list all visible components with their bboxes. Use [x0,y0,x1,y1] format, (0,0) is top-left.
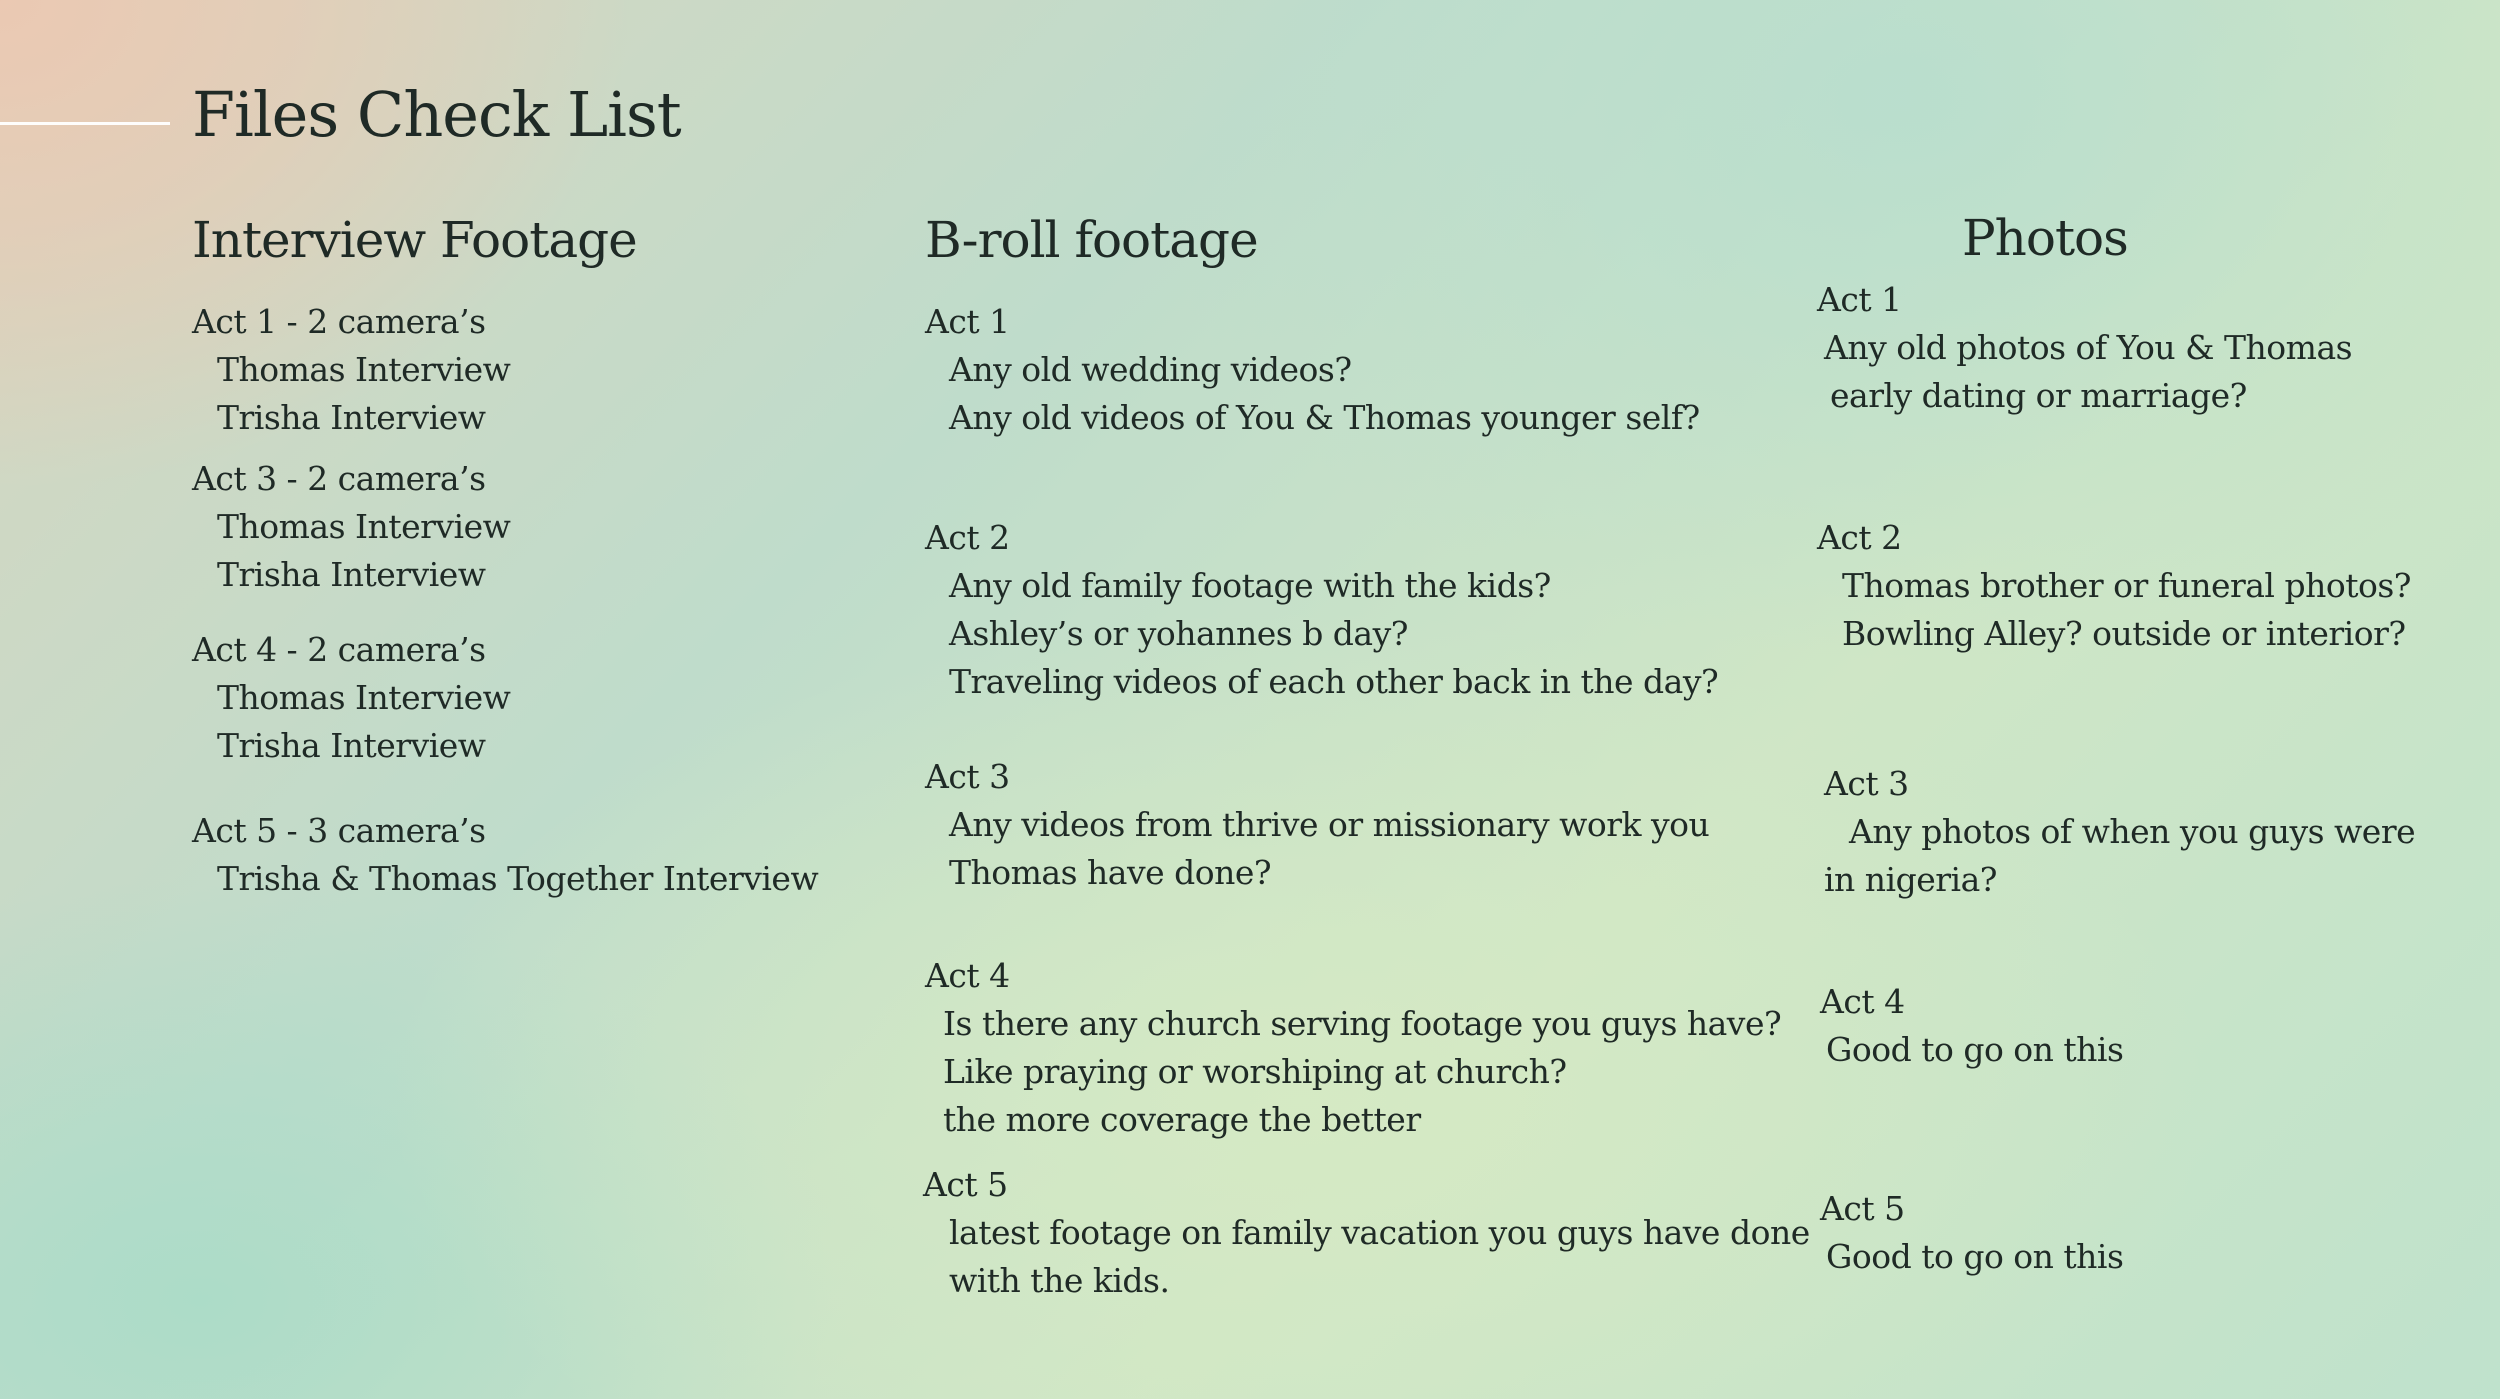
photos-act2-label: Act 2 [1817,518,1902,557]
interview-act4-item: Thomas Interview [217,678,511,717]
broll-act5-item: latest footage on family vacation you guys have done [949,1213,1810,1252]
broll-act3-item: Thomas have done? [949,853,1272,892]
broll-act5-label: Act 5 [923,1165,1008,1204]
photos-act5-label: Act 5 [1820,1189,1905,1228]
interview-act4-label: Act 4 - 2 camera’s [192,630,486,669]
broll-act2-label: Act 2 [925,518,1010,557]
interview-act1-item: Trisha Interview [217,398,486,437]
interview-act1-item: Thomas Interview [217,350,511,389]
broll-act4-item: the more coverage the better [943,1100,1421,1139]
photos-act3-label: Act 3 [1824,764,1909,803]
photos-act5-item: Good to go on this [1826,1237,2124,1276]
broll-act3-item: Any videos from thrive or missionary work you [949,805,1710,844]
broll-act5-item: with the kids. [949,1261,1170,1300]
interview-act3-item: Trisha Interview [217,555,486,594]
photos-act2-item: Thomas brother or funeral photos? [1842,566,2411,605]
photos-act4-label: Act 4 [1820,982,1905,1021]
broll-act4-item: Like praying or worshiping at church? [943,1052,1567,1091]
photos-act3-item: in nigeria? [1824,860,1997,899]
interview-act1-label: Act 1 - 2 camera’s [192,302,486,341]
broll-act2-item: Any old family footage with the kids? [949,566,1551,605]
broll-act3-label: Act 3 [925,757,1010,796]
interview-act5-item: Trisha & Thomas Together Interview [217,859,819,898]
photos-act4-item: Good to go on this [1826,1030,2124,1069]
broll-act2-item: Traveling videos of each other back in the day? [949,662,1719,701]
broll-act2-item: Ashley’s or yohannes b day? [949,614,1408,653]
title-rule-divider [0,122,170,125]
interview-footage-heading: Interview Footage [192,211,637,269]
interview-act5-label: Act 5 - 3 camera’s [192,811,486,850]
interview-act4-item: Trisha Interview [217,726,486,765]
interview-act3-item: Thomas Interview [217,507,511,546]
broll-act4-label: Act 4 [925,956,1010,995]
interview-act3-label: Act 3 - 2 camera’s [192,459,486,498]
photos-act1-item: early dating or marriage? [1830,376,2247,415]
broll-act4-item: Is there any church serving footage you guys have? [943,1004,1782,1043]
broll-act1-item: Any old wedding videos? [949,350,1352,389]
broll-footage-heading: B-roll footage [925,211,1258,269]
photos-heading: Photos [1962,209,2128,267]
photos-act2-item: Bowling Alley? outside or interior? [1842,614,2406,653]
broll-act1-label: Act 1 [925,302,1010,341]
broll-act1-item: Any old videos of You & Thomas younger self? [949,398,1700,437]
photos-act1-item: Any old photos of You & Thomas [1824,328,2353,367]
photos-act1-label: Act 1 [1817,280,1902,319]
photos-act3-item: Any photos of when you guys were [1849,812,2416,851]
page-title: Files Check List [192,78,681,151]
